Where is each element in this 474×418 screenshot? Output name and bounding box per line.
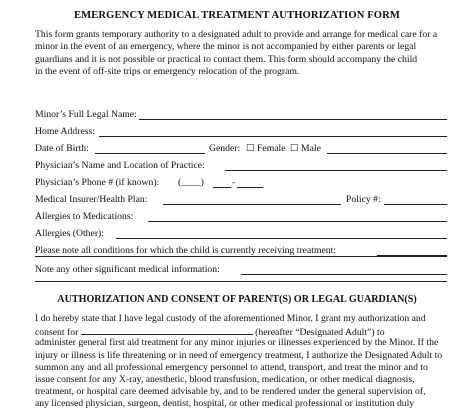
consent-line: administer general first aid treatment for any minor injuries or illnesses experienced by the Minor. If the [35, 337, 439, 349]
consent-line: I do hereby state that I have legal custody of the aforementioned Minor. I grant my authorization and [35, 313, 426, 324]
designated-adult-label: (hereafter “Designated Adult”) to [255, 327, 385, 339]
consent-line: summon any and all professional emergency personnel to attend, transport, and treat the minor and to [35, 361, 428, 373]
intro-line: This form grants temporary authority to a designated adult to provide and arrange for medical care for a [35, 29, 438, 40]
home-address-label: Home Address: [35, 126, 96, 137]
policy-field[interactable] [384, 204, 447, 205]
gender-line [327, 153, 447, 154]
other-info-continuation-line[interactable] [35, 281, 447, 282]
physician-name-row [35, 159, 447, 172]
intro-line: minor in the event of an emergency, where the minor is not accompanied by either parents or legal [35, 41, 417, 53]
intro-line: guardians and it is not possible or practical to contact them. This form should accompany the child [35, 53, 418, 65]
dob-gender-row [35, 142, 447, 155]
phone-dash: - [232, 177, 236, 188]
allergies-meds-field[interactable] [148, 221, 447, 222]
other-info-field[interactable] [241, 274, 447, 275]
consent-for-label: consent for [35, 327, 79, 339]
phone-area-code-field[interactable]: (____) [178, 177, 204, 188]
home-address-row [35, 125, 447, 138]
allergies-other-row [35, 227, 447, 240]
gender-label: Gender: [209, 143, 241, 154]
consent-line: issue consent for any X-ray, anesthetic, blood transfusion, medication, or other medical diagnosis, [35, 373, 415, 385]
home-address-field[interactable] [99, 136, 447, 137]
female-checkbox[interactable]: ☐ [246, 143, 255, 154]
other-info-label: Note any other significant medical information: [35, 264, 220, 275]
insurer-row [35, 193, 447, 206]
phone-prefix-field[interactable] [213, 187, 231, 188]
other-info-row [35, 263, 447, 276]
dob-field[interactable] [95, 153, 205, 154]
intro-paragraph [35, 29, 447, 79]
male-checkbox[interactable]: ☐ [290, 143, 299, 154]
allergies-other-label: Allergies (Other): [35, 228, 104, 239]
consent-line: injury or illness is life threatening or in need of emergency treatment, I authorize the Designated Adult to [35, 349, 443, 361]
insurer-field[interactable] [163, 204, 341, 205]
allergies-meds-label: Allergies to Medications: [35, 211, 134, 222]
allergies-other-field[interactable] [116, 238, 447, 239]
male-label: Male [301, 143, 321, 154]
consent-line-designated [35, 325, 447, 337]
designated-adult-field[interactable] [81, 325, 253, 335]
dob-label: Date of Birth: [35, 143, 89, 154]
minor-name-field[interactable] [139, 119, 447, 120]
consent-line: treatment, or hospital care deemed advisable by, and to be rendered under the general supervision of, [35, 386, 426, 398]
policy-label: Policy #: [346, 194, 381, 205]
form-title: EMERGENCY MEDICAL TREATMENT AUTHORIZATION FORM [74, 10, 400, 21]
consent-paragraph [35, 313, 447, 411]
conditions-label: Please note all conditions for which the child is currently receiving treatment: [35, 245, 337, 256]
female-label: Female [257, 143, 286, 154]
consent-line: any licensed physician, surgeon, dentist, hospital, or other medical professional or institution duly [35, 398, 415, 410]
intro-line: in the event of off-site trips or emergency relocation of the program. [35, 66, 300, 78]
physician-phone-row [35, 176, 447, 189]
insurer-label: Medical Insurer/Health Plan: [35, 194, 148, 205]
physician-phone-label: Physician’s Phone # (if known): [35, 177, 160, 188]
allergies-meds-row [35, 210, 447, 223]
phone-line-field[interactable] [237, 187, 263, 188]
physician-name-label: Physician’s Name and Location of Practice: [35, 160, 205, 171]
minor-name-label: Minor’s Full Legal Name: [35, 109, 137, 120]
physician-name-field[interactable] [225, 170, 447, 171]
conditions-continuation-line[interactable] [35, 256, 447, 257]
minor-name-row [35, 108, 447, 121]
section-title: AUTHORIZATION AND CONSENT OF PARENT(S) OR LEGAL GUARDIAN(S) [57, 294, 417, 305]
